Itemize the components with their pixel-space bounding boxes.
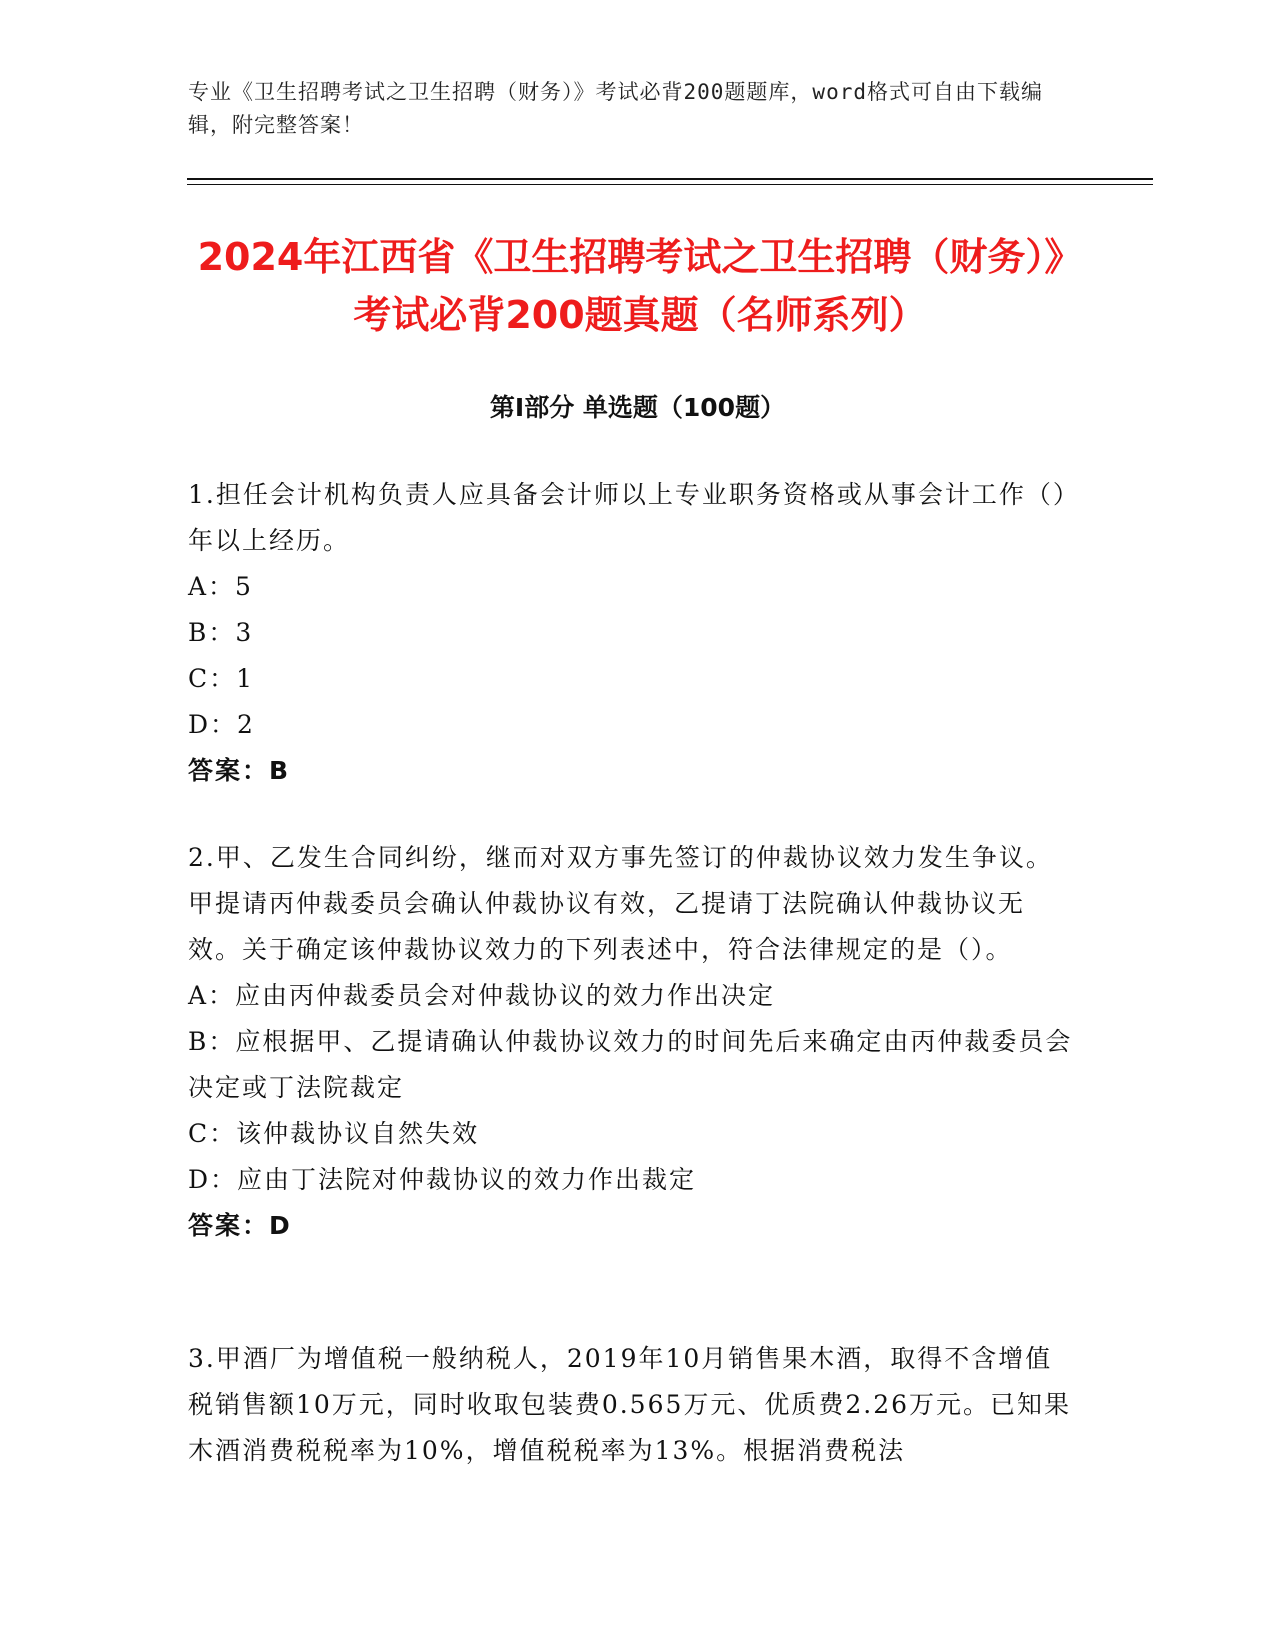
header-note: 专业《卫生招聘考试之卫生招聘（财务）》考试必背200题题库，word格式可自由下载编辑，附完整答案！: [188, 80, 1043, 137]
document-title: 2024年江西省《卫生招聘考试之卫生招聘（财务）》考试必背200题真题（名师系列）: [197, 235, 1083, 337]
option-a: A：5: [188, 572, 253, 601]
option-b: B：3: [188, 618, 254, 647]
answer: 答案：B: [188, 756, 291, 785]
question-3: [188, 1336, 1073, 1474]
option-c: C：1: [188, 664, 255, 693]
question-1: [188, 472, 1073, 794]
option-d: D：2: [188, 710, 255, 739]
header-divider-thick: [187, 178, 1153, 180]
option-c: C：该仲裁协议自然失效: [188, 1119, 480, 1148]
question-text: 3.甲酒厂为增值税一般纳税人，2019年10月销售果木酒，取得不含增值税销售额10万元，同时收取包装费0.565万元、优质费2.26万元。已知果木酒消费税税率为10%，增值税税率为13%。根据消费税法: [188, 1344, 1072, 1465]
option-d: D：应由丁法院对仲裁协议的效力作出裁定: [188, 1165, 697, 1194]
option-b: B：应根据甲、乙提请确认仲裁协议效力的时间先后来确定由丙仲裁委员会决定或丁法院裁定: [188, 1027, 1073, 1102]
header-divider-thin: [187, 184, 1153, 185]
question-2: [188, 835, 1073, 1249]
question-text: 1.担任会计机构负责人应具备会计师以上专业职务资格或从事会计工作（）年以上经历。: [188, 480, 1068, 555]
section-heading: 第Ⅰ部分 单选题（100题）: [489, 393, 786, 422]
answer: 答案：D: [188, 1211, 292, 1240]
question-text: 2.甲、乙发生合同纠纷，继而对双方事先签订的仲裁协议效力发生争议。甲提请丙仲裁委员会确认仲裁协议有效，乙提请丁法院确认仲裁协议无效。关于确定该仲裁协议效力的下列表述中，符合法律规定的是（）。: [188, 843, 1053, 964]
option-a: A：应由丙仲裁委员会对仲裁协议的效力作出决定: [188, 981, 776, 1010]
